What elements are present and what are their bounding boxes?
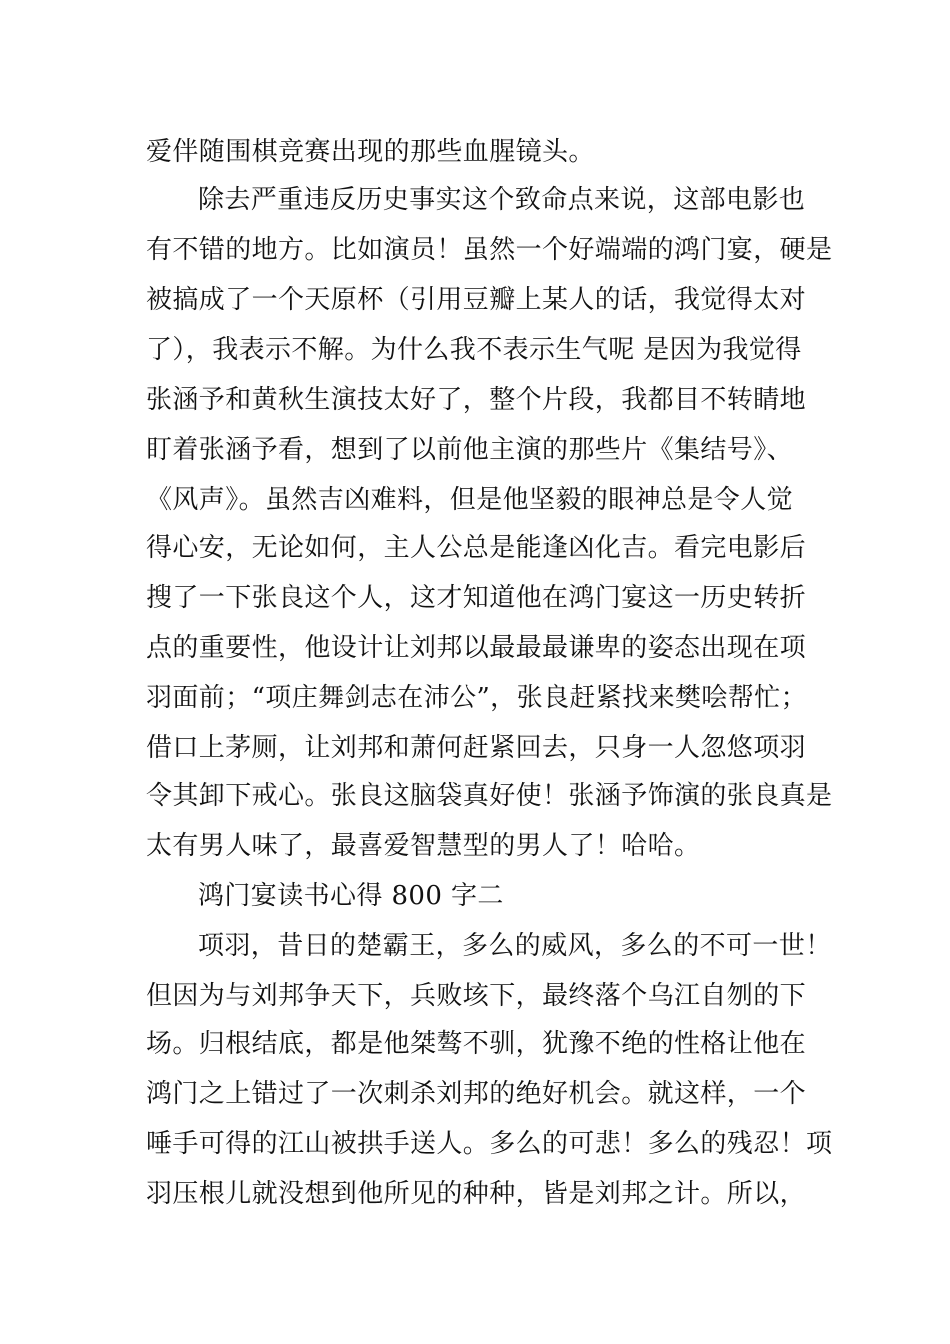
paragraph-line: 羽面前；“项庄舞剑志在沛公”，张良赶紧找来樊哙帮忙； (146, 683, 807, 713)
paragraph-line: 有不错的地方。比如演员！虽然一个好端端的鸿门宴，硬是 (146, 235, 833, 265)
section-heading: 鸿门宴读书心得 800 字二 (198, 881, 504, 911)
paragraph-line: 太有男人味了，最喜爱智慧型的男人了！哈哈。 (146, 831, 701, 861)
paragraph-line: 但因为与刘邦争天下，兵败垓下，最终落个乌江自刎的下 (146, 981, 807, 1011)
paragraph-line: 借口上茅厕，让刘邦和萧何赶紧回去，只身一人忽悠项羽 (146, 733, 807, 763)
paragraph-line: 张涵予和黄秋生演技太好了，整个片段，我都目不转睛地 (146, 385, 807, 415)
paragraph-line: 羽压根儿就没想到他所见的种种，皆是刘邦之计。所以， (146, 1179, 807, 1209)
paragraph-line: 除去严重违反历史事实这个致命点来说，这部电影也 (198, 185, 806, 215)
paragraph-line: 唾手可得的江山被拱手送人。多么的可悲！多么的残忍！项 (146, 1129, 833, 1159)
paragraph-line: 得心安，无论如何，主人公总是能逢凶化吉。看完电影后 (146, 533, 807, 563)
paragraph-line: 项羽，昔日的楚霸王，多么的威风，多么的不可一世！ (198, 931, 832, 961)
paragraph-line: 《风声》。虽然吉凶难料，但是他坚毅的眼神总是令人觉 (146, 485, 794, 515)
paragraph-line: 了），我表示不解。为什么我不表示生气呢 是因为我觉得 (146, 335, 802, 365)
paragraph-line: 点的重要性，他设计让刘邦以最最最谦卑的姿态出现在项 (146, 633, 807, 663)
paragraph-line: 搜了一下张良这个人，这才知道他在鸿门宴这一历史转折 (146, 583, 807, 613)
paragraph-line: 令其卸下戒心。张良这脑袋真好使！张涵予饰演的张良真是 (146, 781, 833, 811)
paragraph-line: 爱伴随围棋竞赛出现的那些血腥镜头。 (146, 137, 595, 167)
paragraph-line: 鸿门之上错过了一次刺杀刘邦的绝好机会。就这样，一个 (146, 1079, 807, 1109)
paragraph-line: 场。归根结底，都是他桀骜不驯，犹豫不绝的性格让他在 (146, 1029, 807, 1059)
paragraph-line: 被搞成了一个天原杯（引用豆瓣上某人的话，我觉得太对 (146, 285, 807, 315)
paragraph-line: 盯着张涵予看，想到了以前他主演的那些片《集结号》、 (146, 435, 794, 465)
